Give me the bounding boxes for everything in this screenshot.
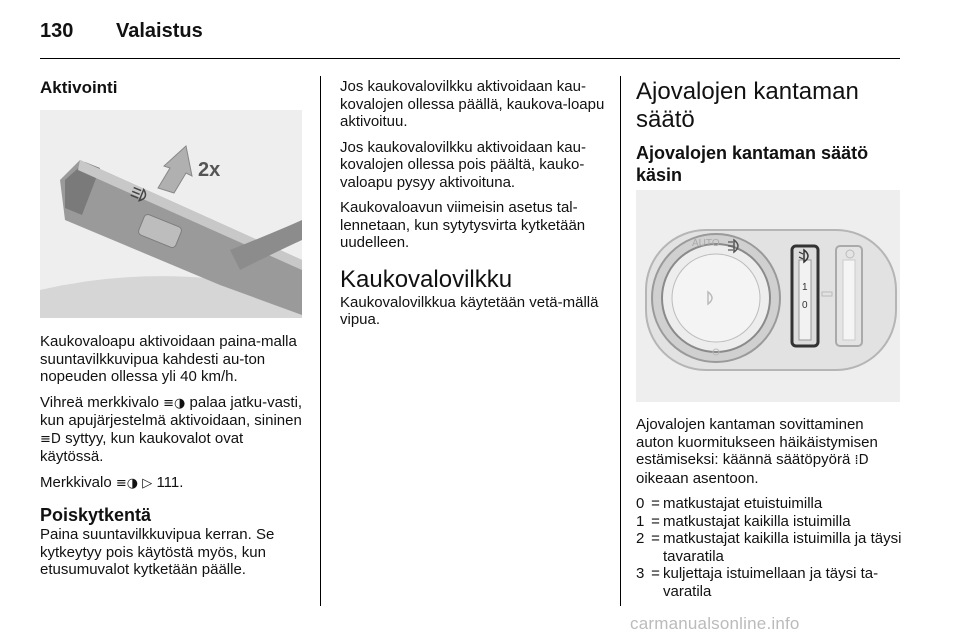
stalk-figure <box>40 110 302 318</box>
paragraph-flash-off: Jos kaukovalovilkku aktivoidaan kau-kovalojen ollessa pois päältä, kauko-valoapu pysyy aktivoituna. <box>340 138 586 191</box>
light-switch-illustration <box>636 190 900 402</box>
list-item <box>636 495 902 513</box>
light-switch-figure <box>636 190 900 402</box>
section-heading-poiskytkenta: Poiskytkentä <box>40 505 152 525</box>
range-settings-list <box>636 495 902 600</box>
wheel-mark-1: 1 <box>802 282 808 293</box>
column-1 <box>40 78 306 98</box>
page-reference-link[interactable]: 111. <box>152 473 184 491</box>
stalk-illustration <box>40 110 302 318</box>
text-fragment: palaa jatku-vasti, kun apujärjestelmä aktivoidaan, <box>40 393 303 429</box>
list-item <box>636 530 902 565</box>
watermark: carmanualsonline.info <box>630 614 800 633</box>
paragraph-activation: Kaukovaloapu aktivoidaan paina-malla suuntavilkkuvipua kahdesti au-ton nopeuden ollessa yli 40 km/h. <box>40 333 297 385</box>
auto-label: AUTO <box>692 238 720 249</box>
headlight-range-icon: ⁞D <box>854 453 869 468</box>
paragraph-range-adjust <box>636 416 902 487</box>
list-equals: = <box>651 512 660 530</box>
text-fragment: oikeaan asentoon. <box>636 469 759 487</box>
section-heading-range: Ajovalojen kantaman säätö <box>636 78 859 133</box>
text-fragment: Ajovalojen kantaman sovittaminen auton kuormitukseen häikäistymisen estämiseksi: käännä säätöpyörä <box>636 416 878 468</box>
dimmer-wheel[interactable] <box>843 260 855 340</box>
list-equals: = <box>651 530 660 547</box>
column-3-body <box>636 416 902 600</box>
wheel-mark-0: 0 <box>802 300 808 311</box>
list-number: 3 <box>636 565 645 582</box>
paragraph-flash-on: Jos kaukovalovilkku aktivoidaan kau-kovalojen ollessa päällä, kaukova-loapu aktivoituu. <box>340 78 605 130</box>
header-rule <box>40 58 900 59</box>
press-count-label: 2x <box>198 159 221 181</box>
list-number: 1 <box>636 512 645 530</box>
list-number: 0 <box>636 495 645 512</box>
text-fragment: Merkkivalo <box>40 473 116 491</box>
chapter-title: Valaistus <box>116 20 203 42</box>
column-1-body <box>40 333 306 587</box>
list-number: 2 <box>636 530 645 547</box>
list-text: matkustajat kaikilla istuimilla <box>663 512 851 530</box>
paragraph-setting-saved: Kaukovaloavun viimeisin asetus tal-lennetaan, kun sytytysvirta kytketään uudelleen. <box>340 199 586 251</box>
paragraph-deactivation: Paina suuntavilkkuvipua kerran. Se kytkeytyy pois käytöstä myös, kun etusumuvalot kytketään päälle. <box>40 526 275 578</box>
list-text: matkustajat etuistuimilla <box>663 495 823 512</box>
paragraph-indicator-reference <box>40 474 306 493</box>
list-text: kuljettaja istuimellaan ja täysi ta-varatila <box>663 565 879 600</box>
section-subheading-manual: Ajovalojen kantaman säätö käsin <box>636 143 869 185</box>
list-item <box>636 513 902 531</box>
section-heading-aktivointi: Aktivointi <box>40 78 118 97</box>
text-fragment: Vihreä merkkivalo <box>40 393 164 411</box>
auto-high-beam-icon: ≡◑ <box>115 475 139 491</box>
auto-high-beam-icon: ≡◑ <box>163 395 186 411</box>
paragraph-flash-usage: Kaukovalovilkkua käytetään vetä-mällä vipua. <box>340 293 599 328</box>
page-reference-icon[interactable]: ▷ <box>142 475 153 491</box>
column-divider-2 <box>620 76 621 606</box>
text-fragment: sininen <box>254 412 302 429</box>
column-2 <box>340 78 606 337</box>
column-3-head <box>636 78 902 186</box>
column-divider-1 <box>320 76 321 606</box>
list-item <box>636 565 902 600</box>
list-equals: = <box>651 495 660 512</box>
high-beam-icon: ≡D <box>40 431 61 447</box>
page-number: 130 <box>40 20 74 42</box>
paragraph-green-indicator <box>40 394 306 466</box>
text-fragment: syttyy, kun kaukovalot ovat käytössä. <box>40 429 244 465</box>
section-heading-kaukovalovilkku: Kaukovalovilkku <box>340 265 513 293</box>
list-equals: = <box>651 565 660 582</box>
list-text: matkustajat kaikilla istuimilla ja täysi tavaratila <box>663 530 902 565</box>
